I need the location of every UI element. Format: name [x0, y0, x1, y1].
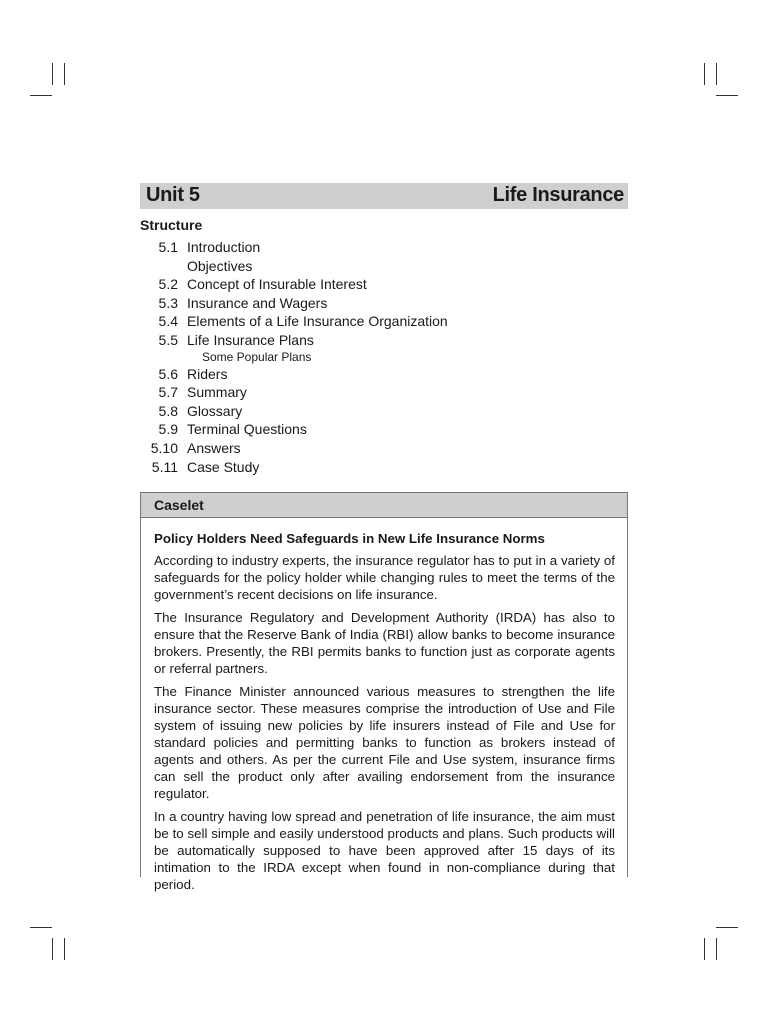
caselet-paragraph: The Finance Minister announced various measures to strengthen the life insurance sector. These measures comprise the introduction of Use and File system of issuing new policies by life insurers instead of File and Use for standard policies and permitting banks to function as brokers instead of agents and others. As per the current File and Use system, insurance firms can sell the product only after availing endorsement from the insurance regulator. — [154, 684, 615, 801]
caselet-title: Policy Holders Need Safeguards in New Life Insurance Norms — [154, 531, 545, 546]
structure-heading: Structure — [140, 217, 203, 233]
toc-item-number: 5.6 — [158, 365, 178, 382]
toc-item — [140, 312, 620, 331]
toc-item — [140, 402, 620, 421]
toc-subitem-label: Some Popular Plans — [202, 349, 312, 364]
unit-number: Unit 5 — [146, 184, 200, 206]
toc-item-label: Introduction — [187, 239, 261, 255]
structure-list — [140, 238, 620, 476]
caselet-paragraph: The Insurance Regulatory and Development Authority (IRDA) has also to ensure that the Reserve Bank of India (RBI) allow banks to become insurance brokers. Presently, the RBI permits banks to function just as corporate agents or referral partners. — [154, 610, 615, 676]
crop-mark-top-left-h — [30, 95, 52, 96]
toc-item-label: Glossary — [187, 402, 243, 419]
unit-header-bar — [140, 183, 628, 209]
toc-subitem — [140, 350, 620, 365]
crop-mark-top-right-h — [716, 95, 738, 96]
unit-title: Life Insurance — [492, 184, 624, 206]
toc-item — [140, 365, 620, 384]
toc-item-number: 5.10 — [150, 439, 178, 456]
toc-item-label: Summary — [187, 384, 247, 401]
toc-item-number: 5.2 — [158, 276, 178, 293]
crop-mark-bottom-right-h — [716, 927, 738, 928]
crop-mark-bottom-right-v1 — [704, 938, 705, 960]
toc-item-number: 5.5 — [158, 331, 178, 348]
toc-item-number: 5.8 — [158, 402, 178, 419]
crop-mark-top-left-v2 — [64, 63, 65, 85]
crop-mark-bottom-left-v1 — [52, 938, 53, 960]
crop-mark-bottom-right-v2 — [716, 938, 717, 960]
toc-item-label: Objectives — [187, 257, 253, 274]
toc-item-label: Answers — [187, 439, 241, 456]
toc-item-number: 5.9 — [158, 421, 178, 438]
toc-item — [140, 458, 620, 477]
toc-item — [140, 238, 620, 257]
crop-mark-top-left-v1 — [52, 63, 53, 85]
caselet-header: Caselet — [141, 493, 627, 518]
toc-item — [140, 383, 620, 402]
toc-item-label: Terminal Questions — [187, 421, 307, 438]
toc-item-number: 5.7 — [158, 384, 178, 401]
toc-item-number: 5.1 — [158, 239, 178, 255]
toc-item-label: Insurance and Wagers — [187, 294, 328, 311]
toc-item-label: Elements of a Life Insurance Organization — [187, 313, 448, 330]
toc-item — [140, 294, 620, 313]
toc-item-label: Concept of Insurable Interest — [187, 276, 367, 293]
toc-item-label: Life Insurance Plans — [187, 331, 314, 348]
crop-mark-bottom-left-h — [30, 927, 52, 928]
toc-item-number: 5.3 — [158, 294, 178, 311]
toc-item — [140, 275, 620, 294]
toc-item-number: 5.11 — [151, 458, 178, 475]
toc-item-label: Case Study — [187, 458, 260, 475]
toc-item-number: 5.4 — [158, 313, 178, 330]
toc-item — [140, 420, 620, 439]
toc-item — [140, 331, 620, 350]
caselet-paragraph: In a country having low spread and penetration of life insurance, the aim must be to sell simple and easily understood products and plans. Such products will be automatically supposed to have been approved after 15 days of its intimation to the IRDA except when found in non-compliance during that period. — [154, 809, 615, 892]
crop-mark-bottom-left-v2 — [64, 938, 65, 960]
caselet-box — [140, 492, 628, 892]
toc-item-label: Riders — [187, 365, 228, 382]
caselet-paragraph: According to industry experts, the insurance regulator has to put in a variety of safeguards for the policy holder while changing rules to meet the terms of the government’s recent decisions on life insurance. — [154, 553, 615, 602]
caselet-body — [141, 518, 627, 893]
crop-mark-top-right-v2 — [716, 63, 717, 85]
toc-item — [140, 257, 620, 276]
toc-item — [140, 439, 620, 458]
crop-mark-top-right-v1 — [704, 63, 705, 85]
